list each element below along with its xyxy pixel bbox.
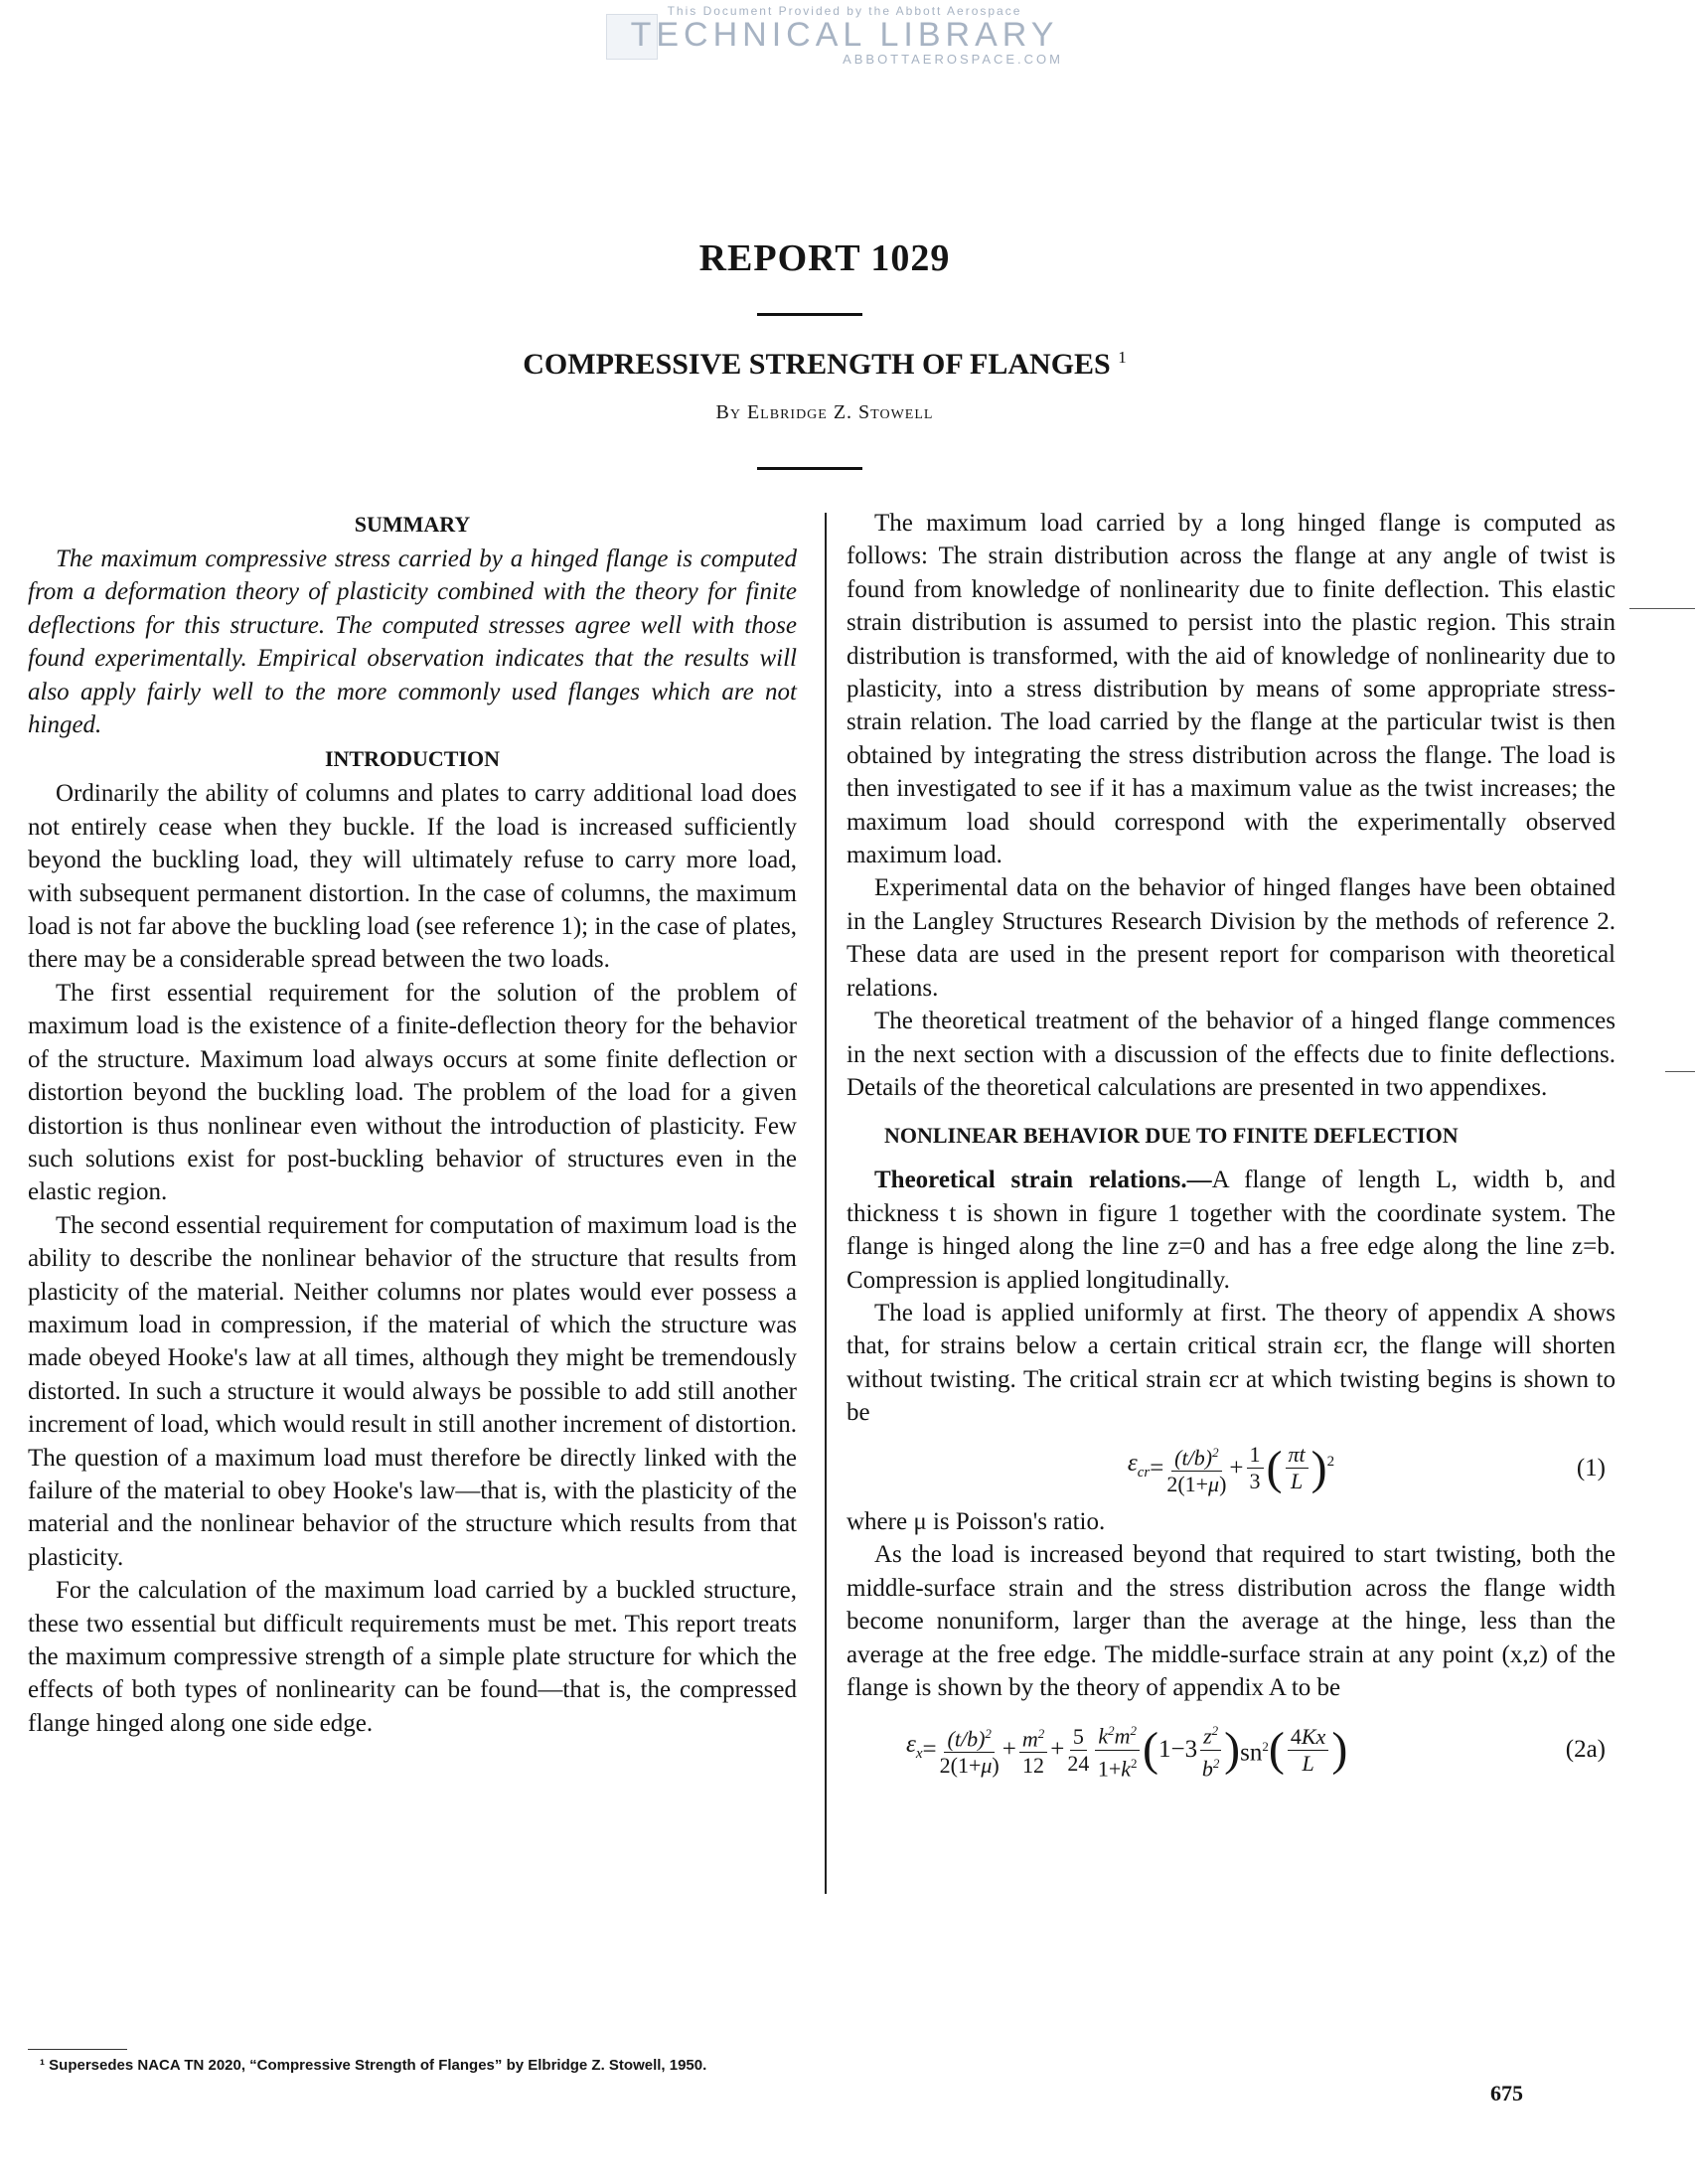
intro-paragraph: The second essential requirement for computation of maximum load is the ability to describe the nonlinear behavior of the structure that results from plasticity of the material. Neither columns nor plates would ever possess a maximum load in compression, if the material of which the structure was made obeyed Hooke's law at all times, although they might be tremendously distorted. In such a structure it would always be possible to add still another increment of load, which would result in still another increment of distortion. The question of a maximum load must therefore be directly linked with the failure of the material to obey Hooke's law—that is, with the plasticity of the material and the nonlinear behavior of the structure which results from that plasticity. — [28, 1211, 797, 1571]
title-rule-bottom — [757, 467, 862, 470]
eq2a-fraction-6: $\frac{4Kx}{L}$ — [1288, 1724, 1328, 1777]
section-heading: NONLINEAR BEHAVIOR DUE TO FINITE DEFLECTION — [884, 1123, 1459, 1149]
left-column — [28, 507, 797, 1740]
paper-title — [0, 348, 1649, 382]
title-rule-top — [757, 313, 862, 316]
watermark-url: ABBOTTAEROSPACE.COM — [843, 52, 1063, 67]
eq1-fraction-2: $\frac{1}{3}$ — [1247, 1442, 1264, 1494]
eq1-fraction-1: $\frac{(t/b)^2}{2(1+\mu)}$ — [1166, 1440, 1226, 1497]
equation-1: $\varepsilon_{cr}$ = $\frac{(t/b)^2}{2(1+\mu)}$ + $\frac{1}{3}$ ( $\frac{\pi t}{L}$ ) $^2$ (1) — [847, 1440, 1616, 1497]
introduction-heading: INTRODUCTION — [324, 746, 501, 772]
byline: By Elbridge Z. Stowell — [715, 401, 934, 423]
equation-1-number: (1) — [1576, 1455, 1606, 1482]
strain-paragraph-text: A flange of length L, width b, and thickness t is shown in figure 1 together with the coordinate system. The flange is hinged along the line z=0 and has a free edge along the line z=b. Compression is applied longitudinally. — [847, 1167, 1617, 1294]
body-paragraph: Experimental data on the behavior of hinged flanges have been obtained in the Langley Structures Research Division by the methods of reference 2. These data are used in the present report for comparison with theoretical relations. — [847, 874, 1616, 1002]
margin-mark — [1629, 608, 1695, 609]
page-number: 675 — [1490, 2081, 1523, 2106]
right-column — [847, 507, 1616, 1790]
equation-2a-number: (2a) — [1565, 1736, 1606, 1764]
watermark-main: TECHNICAL LIBRARY — [630, 16, 1059, 54]
strain-runin-heading: Theoretical strain relations.— — [874, 1167, 1212, 1194]
body-paragraph: The maximum load carried by a long hinged flange is computed as follows: The strain distribution across the flange at any angle of twist is found from knowledge of nonlinearity due to finite deflection. This elastic strain distribution is assumed to persist into the plastic region. This strain distribution is transformed, with the aid of knowledge of nonlinearity due to plasticity, into a stress distribution by means of some appropriate stress-strain relation. The load carried by the flange at the particular twist is then obtained by integrating the stress distribution across the flange. The load is then investigated to see if it has a maximum value as the twist increases; the maximum load should correspond with the experimentally observed maximum load. — [847, 510, 1616, 869]
summary-text: The maximum compressive stress carried by a hinged flange is computed from a deformation theory of plasticity combined with the theory for finite deflections for this structure. The computed stresses agree well with those found experimentally. Empirical observation indicates that the results will also apply fairly well to the more commonly used flanges which are not hinged. — [28, 546, 797, 739]
intro-paragraph: For the calculation of the maximum load carried by a buckled structure, these two essential but difficult requirements must be met. This report treats the maximum compressive strength of a simple plate structure for which the effects of both types of nonlinearity can be found—that is, the compressed flange hinged along one side edge. — [28, 1577, 797, 1737]
poisson-line: where μ is Poisson's ratio. — [847, 1507, 1106, 1535]
load-increase-paragraph: As the load is increased beyond that required to start twisting, both the middle-surface strain and the stress distribution across the flange width become nonuniform, larger than the average at the hinge, less than the average at the free edge. The middle-surface strain at any point (x,z) of the flange is shown by the theory of appendix A to be — [847, 1541, 1616, 1701]
intro-paragraph: Ordinarily the ability of columns and plates to carry additional load does not entirely cease when they buckle. If the load is increased sufficiently beyond the buckling load, they will ultimately refuse to carry more load, with subsequent permanent distortion. In the case of columns, the maximum load is not far above the buckling load (see reference 1); in the case of plates, there may be a considerable spread between the two loads. — [28, 780, 797, 974]
eq2a-fraction-4: $\frac{k^2m^2}{1+k^2}$ — [1095, 1718, 1140, 1782]
column-divider — [825, 513, 827, 1894]
equation-2a: $\varepsilon_x$ = $\frac{(t/b)^2}{2(1+\mu)}$ + $\frac{m^2}{12}$ + $\frac{5}{24}$ $\frac{k^2m^2}{1+k^2}$ ( 1−3 $\frac{z^2}{b^2}$ ) $sn^2$ ( $\frac{4Kx}{L}$ ) (2a) — [847, 1718, 1616, 1782]
summary — [28, 543, 797, 741]
eq1-fraction-3: $\frac{\pi t}{L}$ — [1286, 1442, 1309, 1494]
intro-paragraph: The first essential requirement for the solution of the problem of maximum load is the existence of a finite-deflection theory for the behavior of the structure. Maximum load always occurs at some finite deflection or distortion beyond the buckling load. The problem of the load for a given distortion is thus nonlinear even without the introduction of plasticity. Few such solutions exist for post-buckling behavior of structures even in the elastic region. — [28, 979, 797, 1206]
eq2a-fraction-1: $\frac{(t/b)^2}{2(1+\mu)}$ — [940, 1721, 1000, 1779]
paper-title-text: COMPRESSIVE STRENGTH OF FLANGES — [523, 348, 1111, 381]
summary-heading: SUMMARY — [354, 512, 471, 537]
body-paragraph: The theoretical treatment of the behavior of a hinged flange commences in the next section with a discussion of the effects due to finite deflections. Details of the theoretical calculations are presented in two appendixes. — [847, 1008, 1616, 1101]
footnote: ¹ Supersedes NACA TN 2020, “Compressive Strength of Flanges” by Elbridge Z. Stowell, 1950. — [40, 2057, 707, 2074]
eq2a-fraction-3: $\frac{5}{24}$ — [1067, 1723, 1090, 1776]
margin-mark — [1665, 1071, 1695, 1072]
watermark — [596, 4, 1093, 67]
watermark-top: This Document Provided by the Abbott Aerospace — [667, 4, 1022, 18]
footnote-rule — [28, 2049, 127, 2050]
eq2a-fraction-5: $\frac{z^2}{b^2}$ — [1200, 1718, 1221, 1782]
strain-paragraph — [847, 1164, 1616, 1297]
eq2a-fraction-2: $\frac{m^2}{12}$ — [1019, 1721, 1047, 1779]
load-paragraph: The load is applied uniformly at first. The theory of appendix A shows that, for strains below a certain critical strain εcr, the flange will shorten without twisting. The critical strain εcr at which twisting begins is shown to be — [847, 1299, 1616, 1427]
report-number: REPORT 1029 — [698, 237, 951, 279]
title-footnote-mark: 1 — [1118, 348, 1127, 367]
